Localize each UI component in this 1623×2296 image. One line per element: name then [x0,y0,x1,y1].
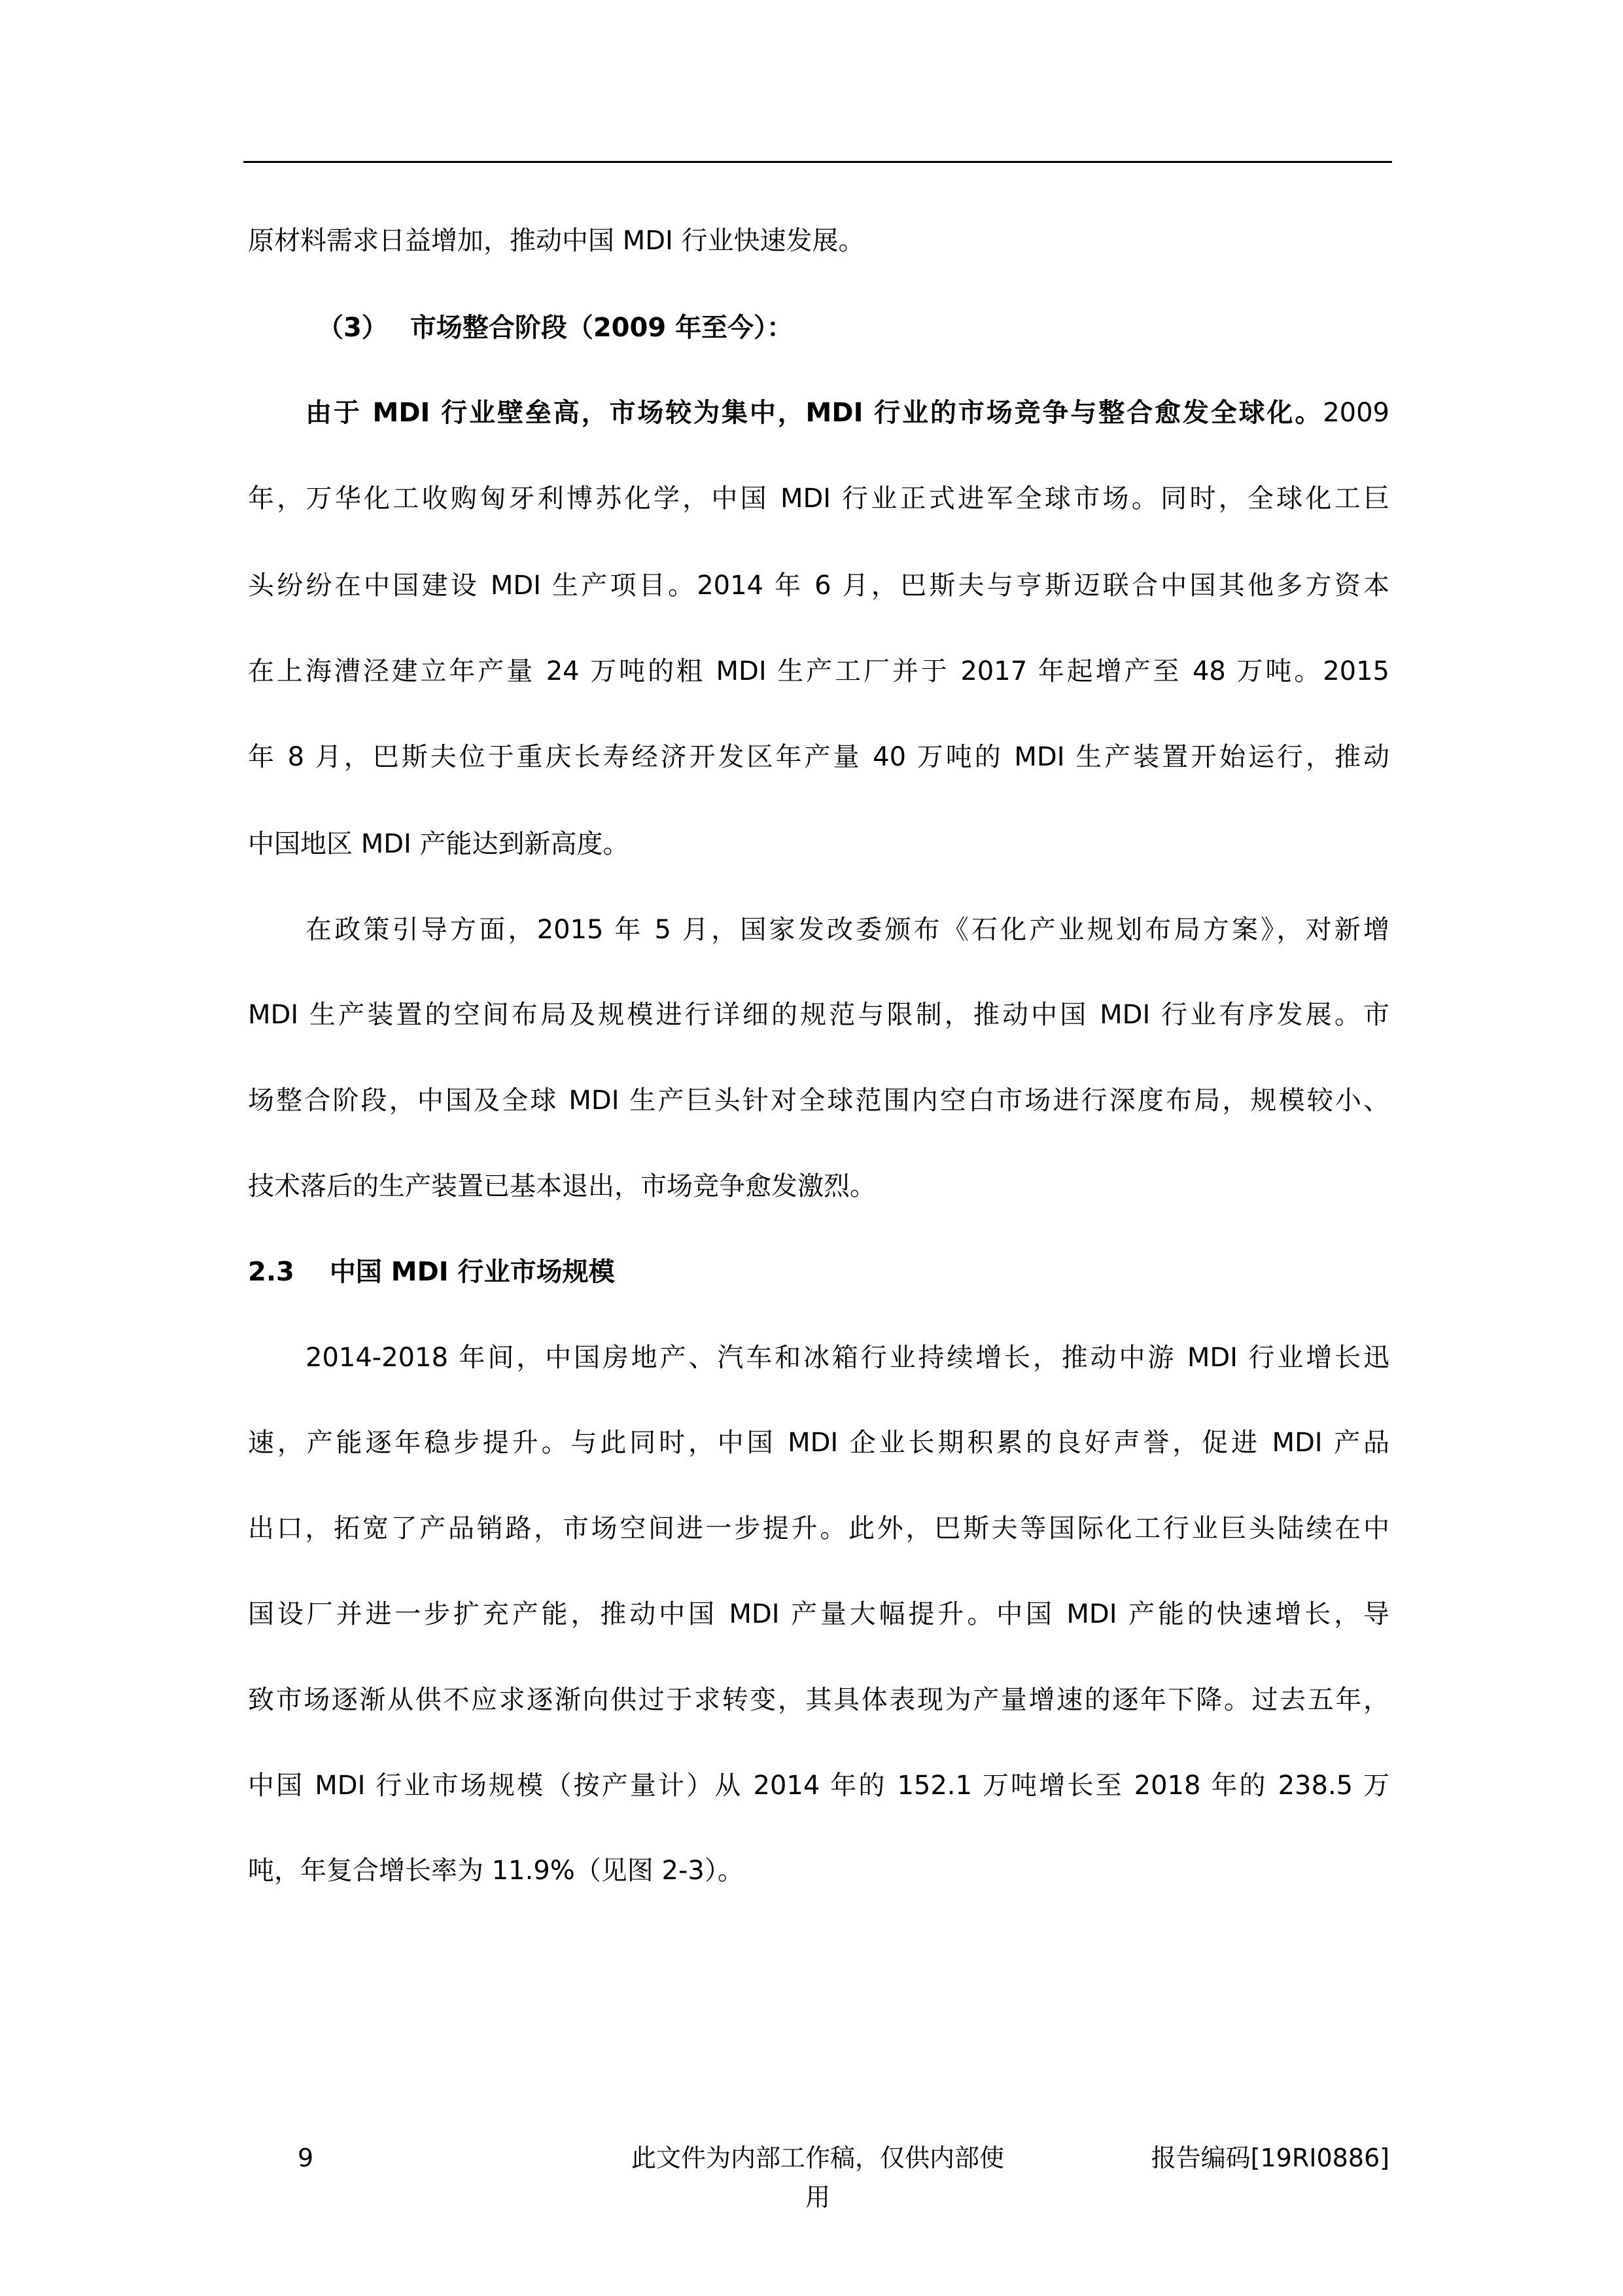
text-line: 国设厂并进一步扩充产能，推动中国 MDI 产量大幅提升。中国 MDI 产能的快速增长，导 [248,1599,1389,1629]
text-line: 年 8 月，巴斯夫位于重庆长寿经济开发区年产量 40 万吨的 MDI 生产装置开始运行，推动 [248,742,1389,772]
text-span: 2009 [1323,398,1389,428]
report-code: 报告编码[19RI0886] [1151,2144,1389,2172]
text-line: 出口，拓宽了产品销路，市场空间进一步提升。此外，巴斯夫等国际化工行业巨头陆续在中 [248,1513,1389,1544]
footer-notice: 此文件为内部工作稿，仅供内部使用 [631,2144,1004,2212]
bold-lead: 由于 MDI 行业壁垒高，市场较为集中，MDI 行业的市场竞争与整合愈发全球化。 [305,398,1323,428]
text-line: 场整合阶段，中国及全球 MDI 生产巨头针对全球范围内空白市场进行深度布局，规模较小、 [248,1086,1389,1116]
text-line: 原材料需求日益增加，推动中国 MDI 行业快速发展。 [248,226,865,256]
subheading-number: （3） [317,313,388,343]
text-line: 速，产能逐年稳步提升。与此同时，中国 MDI 企业长期积累的良好声誉，促进 MDI 产品 [248,1428,1389,1458]
text-line: 中国 MDI 行业市场规模（按产量计）从 2014 年的 152.1 万吨增长至 2018 年的 238.5 万 [248,1771,1389,1801]
text-line [305,393,1389,433]
text-line: 技术落后的生产装置已基本退出，市场竞争愈发激烈。 [248,1171,876,1201]
text-line: 在政策引导方面，2015 年 5 月，国家发改委颁布《石化产业规划布局方案》，对新增 [305,915,1389,945]
text-line: 在上海漕泾建立年产量 24 万吨的粗 MDI 生产工厂并于 2017 年起增产至 48 万吨。2015 [248,656,1389,686]
page-number: 9 [298,2144,314,2172]
text-line: 吨，年复合增长率为 11.9%（见图 2-3）。 [248,1856,744,1886]
text-line: MDI 生产装置的空间布局及规模进行详细的规范与限制，推动中国 MDI 行业有序发展。市 [248,1000,1389,1030]
subheading-title: 市场整合阶段（2009 年至今）： [410,313,794,343]
text-line: 致市场逐渐从供不应求逐渐向供过于求转变，其具体表现为产量增速的逐年下降。过去五年， [248,1685,1389,1715]
section-heading-2-3 [248,1252,1389,1292]
subheading-3 [317,308,1459,347]
header-rule [243,161,1392,163]
text-line: 2014-2018 年间，中国房地产、汽车和冰箱行业持续增长，推动中游 MDI 行业增长迅 [305,1343,1389,1373]
section-number: 2.3 [248,1257,294,1287]
section-title: 中国 MDI 行业市场规模 [329,1257,615,1287]
text-line: 中国地区 MDI 产能达到新高度。 [248,829,629,859]
text-line: 头纷纷在中国建设 MDI 生产项目。2014 年 6 月，巴斯夫与亨斯迈联合中国其他多方资本 [248,571,1389,601]
text-line: 年，万华化工收购匈牙利博苏化学，中国 MDI 行业正式进军全球市场。同时，全球化工巨 [248,484,1389,514]
